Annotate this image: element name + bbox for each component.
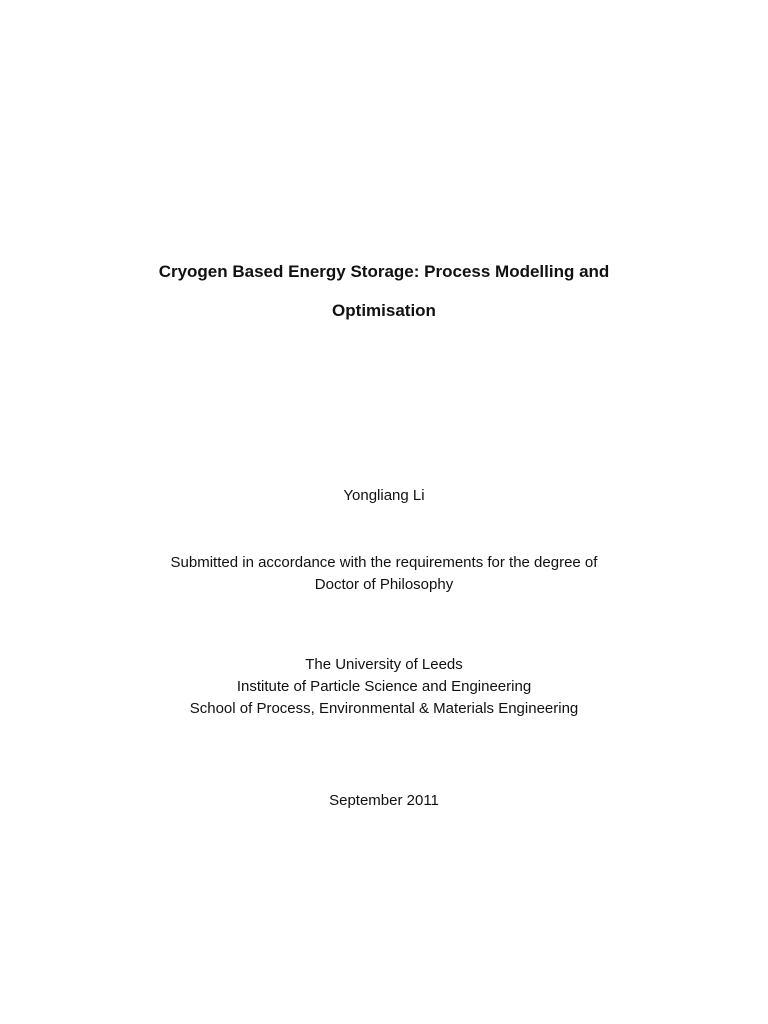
university-name: The University of Leeds xyxy=(305,656,463,673)
school-name: School of Process, Environmental & Materials Engineering xyxy=(189,700,579,717)
submission-statement: Submitted in accordance with the requirements for the degree of xyxy=(170,554,598,571)
thesis-title-line-2: Optimisation xyxy=(332,301,436,320)
thesis-title-line-1: Cryogen Based Energy Storage: Process Modelling and xyxy=(158,262,610,281)
degree-name: Doctor of Philosophy xyxy=(314,576,454,593)
institute-name: Institute of Particle Science and Engineering xyxy=(236,678,532,695)
author-name: Yongliang Li xyxy=(343,487,425,504)
submission-date: September 2011 xyxy=(329,792,439,809)
